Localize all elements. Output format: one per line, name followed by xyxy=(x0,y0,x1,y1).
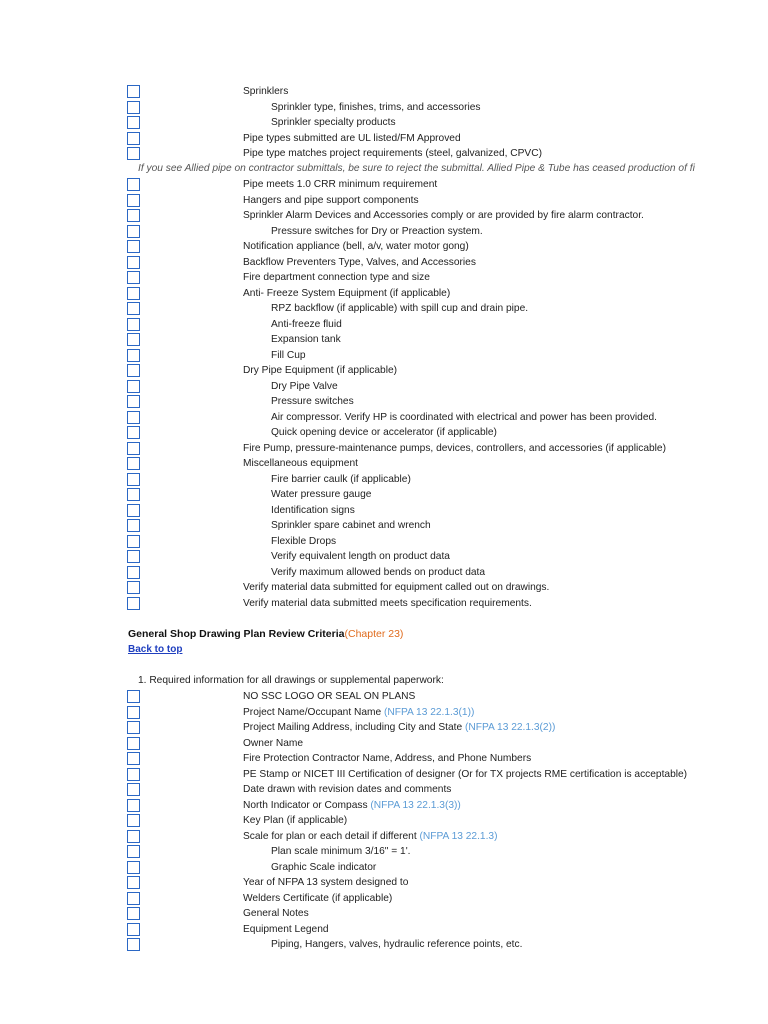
checklist-row xyxy=(0,891,768,907)
checkbox[interactable] xyxy=(127,442,140,455)
item-label: Sprinklers xyxy=(243,86,289,97)
checklist-row xyxy=(0,906,768,922)
nfpa-reference: (NFPA 13 22.1.3(1)) xyxy=(383,706,475,718)
checklist-row xyxy=(0,782,768,798)
item-label: Sprinkler Alarm Devices and Accessories comply or are provided by fire alarm contractor. xyxy=(243,210,644,221)
checklist-item-text xyxy=(271,411,657,424)
checkbox[interactable] xyxy=(127,132,140,145)
checklist-item-text xyxy=(243,209,644,222)
item-label: Year of NFPA 13 system designed to xyxy=(243,877,409,888)
item-label: NO SSC LOGO OR SEAL ON PLANS xyxy=(243,691,416,702)
checklist-row xyxy=(0,705,768,721)
checklist-item-text xyxy=(243,892,392,905)
checklist-item-text xyxy=(243,783,451,796)
checkbox[interactable] xyxy=(127,519,140,532)
required-info-label: 1. Required information for all drawings or supplemental paperwork: xyxy=(138,675,444,686)
checklist-row xyxy=(0,549,768,565)
item-label: Sprinkler specialty products xyxy=(271,117,396,128)
checklist-row xyxy=(0,317,768,333)
checklist-item-text xyxy=(243,271,430,284)
item-label: Graphic Scale indicator xyxy=(271,861,377,873)
checkbox[interactable] xyxy=(127,504,140,517)
checkbox[interactable] xyxy=(127,783,140,796)
item-label: Pipe meets 1.0 CRR minimum requirement xyxy=(243,179,438,190)
checklist-item-text xyxy=(271,473,411,486)
item-label: Owner Name xyxy=(243,737,304,749)
checklist-item-text xyxy=(243,799,461,812)
item-label: Date drawn with revision dates and comments xyxy=(243,784,452,795)
checklist-row xyxy=(0,813,768,829)
checklist-row xyxy=(0,937,768,953)
checkbox[interactable] xyxy=(127,349,140,362)
checklist-item-text xyxy=(243,581,549,594)
checklist-row xyxy=(0,860,768,876)
checklist-row xyxy=(0,146,768,162)
item-label: Hangers and pipe support components xyxy=(243,194,419,206)
item-label: Identification signs xyxy=(271,504,355,516)
checkbox[interactable] xyxy=(127,411,140,424)
item-label: North Indicator or Compass xyxy=(243,799,371,811)
checklist-item-text xyxy=(243,721,555,734)
checkbox[interactable] xyxy=(127,302,140,315)
checklist-item-text xyxy=(243,876,408,889)
checklist-row xyxy=(0,565,768,581)
checklist-item-text xyxy=(243,240,469,253)
checklist-row xyxy=(0,363,768,379)
back-to-top-link[interactable]: Back to top xyxy=(128,644,183,655)
checklist-item-text xyxy=(271,302,528,315)
checklist-item-text xyxy=(271,225,483,238)
checklist-row xyxy=(0,441,768,457)
checklist-item-text xyxy=(271,488,371,501)
item-label: General Notes xyxy=(243,908,309,919)
item-label: Dry Pipe Valve xyxy=(271,380,338,392)
checklist-row xyxy=(0,503,768,519)
item-label: Sprinkler type, finishes, trims, and accessories xyxy=(271,101,481,113)
checkbox[interactable] xyxy=(127,799,140,812)
checkbox[interactable] xyxy=(127,581,140,594)
checklist-row xyxy=(0,348,768,364)
checkbox[interactable] xyxy=(127,473,140,486)
checklist-row xyxy=(0,456,768,472)
nfpa-reference: (NFPA 13 22.1.3(3)) xyxy=(370,799,461,811)
item-label: Water pressure gauge xyxy=(271,489,372,500)
checkbox[interactable] xyxy=(127,938,140,951)
checkbox[interactable] xyxy=(127,271,140,284)
checkbox[interactable] xyxy=(127,690,140,703)
item-label: Expansion tank xyxy=(271,334,341,345)
item-label: Fire department connection type and size xyxy=(243,272,430,283)
checklist-row xyxy=(0,875,768,891)
item-label: Scale for plan or each detail if different xyxy=(243,830,420,842)
checklist-item-text xyxy=(243,706,474,719)
checklist-item-text xyxy=(271,395,354,408)
item-label: Quick opening device or accelerator (if applicable) xyxy=(271,427,497,438)
checklist-row xyxy=(0,580,768,596)
checklist-row xyxy=(0,394,768,410)
item-label: Project Name/Occupant Name xyxy=(243,706,384,718)
checklist-item-text xyxy=(243,814,347,827)
checklist-item-text xyxy=(243,256,476,269)
checklist-row xyxy=(0,115,768,131)
allied-pipe-note: If you see Allied pipe on contractor submittals, be sure to reject the submittal. Allied Pipe & Tube has ceased production of fi xyxy=(138,163,695,174)
checkbox[interactable] xyxy=(127,907,140,920)
checkbox[interactable] xyxy=(127,364,140,377)
checkbox[interactable] xyxy=(127,923,140,936)
item-label: Anti- Freeze System Equipment (if applicable) xyxy=(243,287,451,299)
checklist-item-text xyxy=(243,690,415,703)
checkbox[interactable] xyxy=(127,426,140,439)
item-label: Sprinkler spare cabinet and wrench xyxy=(271,520,431,531)
item-label: PE Stamp or NICET III Certification of designer (Or for TX projects RME certification is acceptable) xyxy=(243,768,688,780)
checklist-row xyxy=(0,844,768,860)
checklist-item-text xyxy=(243,132,461,145)
checklist-item-text xyxy=(243,287,450,300)
checklist-row xyxy=(0,922,768,938)
item-label: Verify material data submitted for equipment called out on drawings. xyxy=(243,582,550,593)
checkbox[interactable] xyxy=(127,380,140,393)
checklist-row xyxy=(0,255,768,271)
checklist-row xyxy=(0,767,768,783)
checklist-item-text xyxy=(271,845,410,858)
checkbox[interactable] xyxy=(127,535,140,548)
item-label: RPZ backflow (if applicable) with spill cup and drain pipe. xyxy=(271,303,529,314)
checklist-row xyxy=(0,332,768,348)
checklist-item-text xyxy=(271,550,450,563)
nfpa-reference: (NFPA 13 22.1.3(2)) xyxy=(464,722,556,733)
checklist-item-text xyxy=(271,504,355,517)
item-label: Project Mailing Address, including City and State xyxy=(243,722,465,733)
checklist-row xyxy=(0,239,768,255)
checkbox[interactable] xyxy=(127,768,140,781)
checklist-row xyxy=(0,425,768,441)
item-label: Piping, Hangers, valves, hydraulic reference points, etc. xyxy=(271,939,523,950)
checklist-item-text xyxy=(271,101,481,114)
checklist-row xyxy=(0,208,768,224)
checklist-item-text xyxy=(243,194,419,207)
checklist-item-text xyxy=(271,426,497,439)
checklist-row xyxy=(0,596,768,612)
checklist-row xyxy=(0,534,768,550)
checkbox[interactable] xyxy=(127,597,140,610)
checklist-row xyxy=(0,100,768,116)
checkbox[interactable] xyxy=(127,225,140,238)
checkbox[interactable] xyxy=(127,178,140,191)
checklist-item-text xyxy=(243,752,531,765)
checklist-row xyxy=(0,720,768,736)
item-label: Fill Cup xyxy=(271,349,306,361)
checkbox[interactable] xyxy=(127,830,140,843)
checklist-item-text xyxy=(271,318,342,331)
checkbox[interactable] xyxy=(127,737,140,750)
checkbox[interactable] xyxy=(127,116,140,129)
checklist-row xyxy=(0,829,768,845)
checkbox[interactable] xyxy=(127,892,140,905)
item-label: Pressure switches xyxy=(271,396,354,407)
item-label: Backflow Preventers Type, Valves, and Accessories xyxy=(243,256,476,268)
item-label: Verify material data submitted meets specification requirements. xyxy=(243,597,532,609)
checkbox[interactable] xyxy=(127,814,140,827)
checklist-row xyxy=(0,177,768,193)
checkbox[interactable] xyxy=(127,845,140,858)
checklist-item-text xyxy=(243,85,288,98)
checkbox[interactable] xyxy=(127,194,140,207)
chapter-reference: (Chapter 23) xyxy=(344,628,404,640)
checklist-row xyxy=(0,472,768,488)
section-title: General Shop Drawing Plan Review Criteria xyxy=(128,628,345,640)
checklist-item-text xyxy=(243,147,542,160)
item-label: Anti-freeze fluid xyxy=(271,318,342,330)
checkbox[interactable] xyxy=(127,752,140,765)
item-label: Fire Pump, pressure-maintenance pumps, devices, controllers, and accessories (if applicable) xyxy=(243,442,666,454)
item-label: Verify maximum allowed bends on product data xyxy=(271,566,486,578)
checkbox[interactable] xyxy=(127,876,140,889)
checklist-row xyxy=(0,736,768,752)
item-label: Fire barrier caulk (if applicable) xyxy=(271,473,411,485)
item-label: Fire Protection Contractor Name, Address, and Phone Numbers xyxy=(243,753,532,764)
checklist-row xyxy=(0,410,768,426)
checklist-row xyxy=(0,751,768,767)
checkbox[interactable] xyxy=(127,721,140,734)
checklist-item-text xyxy=(271,519,431,532)
item-label: Notification appliance (bell, a/v, water motor gong) xyxy=(243,241,469,252)
checkbox[interactable] xyxy=(127,256,140,269)
checklist-item-text xyxy=(243,442,666,455)
nfpa-reference: (NFPA 13 22.1.3) xyxy=(419,830,498,842)
checklist-row xyxy=(0,518,768,534)
checklist-item-text xyxy=(271,333,341,346)
checklist-item-text xyxy=(271,861,376,874)
checklist-item-text xyxy=(271,380,338,393)
item-label: Key Plan (if applicable) xyxy=(243,815,348,826)
checkbox[interactable] xyxy=(127,488,140,501)
checklist-row xyxy=(0,193,768,209)
checkbox[interactable] xyxy=(127,395,140,408)
checklist-item-text xyxy=(271,938,522,951)
checkbox[interactable] xyxy=(127,550,140,563)
checklist-row xyxy=(0,224,768,240)
checkbox[interactable] xyxy=(127,318,140,331)
checklist-row xyxy=(0,487,768,503)
checkbox[interactable] xyxy=(127,566,140,579)
item-label: Verify equivalent length on product data xyxy=(271,551,450,562)
checklist-row xyxy=(0,301,768,317)
checklist-item-text xyxy=(243,923,329,936)
checklist-row xyxy=(0,84,768,100)
checklist-item-text xyxy=(271,349,306,362)
checklist-row xyxy=(0,689,768,705)
checklist-item-text xyxy=(271,116,396,129)
checklist-item-text xyxy=(243,907,309,920)
item-label: Equipment Legend xyxy=(243,923,329,935)
checklist-item-text xyxy=(243,364,397,377)
item-label: Plan scale minimum 3/16" = 1'. xyxy=(271,846,411,857)
item-label: Dry Pipe Equipment (if applicable) xyxy=(243,365,398,376)
checkbox[interactable] xyxy=(127,101,140,114)
checklist-item-text xyxy=(271,535,336,548)
checklist-row xyxy=(0,798,768,814)
checkbox[interactable] xyxy=(127,240,140,253)
checklist-row xyxy=(0,379,768,395)
item-label: Pipe type matches project requirements (steel, galvanized, CPVC) xyxy=(243,148,542,159)
checkbox[interactable] xyxy=(127,861,140,874)
checkbox[interactable] xyxy=(127,457,140,470)
item-label: Miscellaneous equipment xyxy=(243,458,358,469)
checkbox[interactable] xyxy=(127,333,140,346)
checkbox[interactable] xyxy=(127,209,140,222)
item-label: Welders Certificate (if applicable) xyxy=(243,892,393,904)
checkbox[interactable] xyxy=(127,287,140,300)
item-label: Flexible Drops xyxy=(271,535,337,547)
checklist-item-text xyxy=(243,457,358,470)
section-heading xyxy=(128,628,403,640)
checklist-item-text xyxy=(243,830,497,843)
checklist-item-text xyxy=(243,178,437,191)
checkbox[interactable] xyxy=(127,147,140,160)
item-label: Air compressor. Verify HP is coordinated with electrical and power has been provided. xyxy=(271,411,657,423)
checklist-row xyxy=(0,131,768,147)
item-label: Pipe types submitted are UL listed/FM Approved xyxy=(243,132,461,144)
checklist-item-text xyxy=(243,737,303,750)
checkbox[interactable] xyxy=(127,85,140,98)
item-label: Pressure switches for Dry or Preaction system. xyxy=(271,225,483,237)
checkbox[interactable] xyxy=(127,706,140,719)
checklist-item-text xyxy=(243,597,532,610)
checklist-row xyxy=(0,270,768,286)
checklist-item-text xyxy=(271,566,485,579)
checklist-row xyxy=(0,286,768,302)
checklist-item-text xyxy=(243,768,687,781)
